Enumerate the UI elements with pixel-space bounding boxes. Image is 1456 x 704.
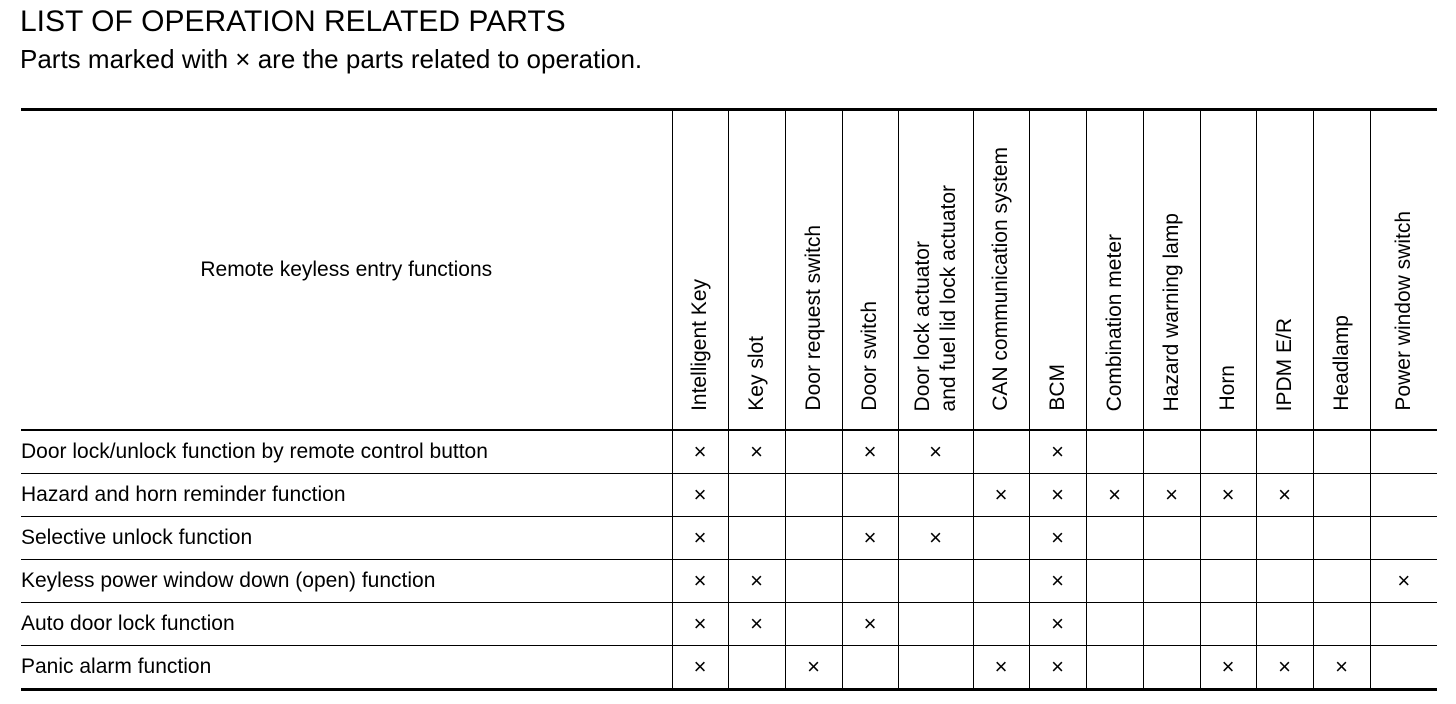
- part-header-label: Door switch: [858, 301, 881, 411]
- mark-cell: [1256, 603, 1313, 646]
- mark-cell: ×: [1029, 430, 1086, 474]
- mark-cell: [1370, 603, 1437, 646]
- mark-cell: [1143, 603, 1200, 646]
- mark-cell: [785, 603, 842, 646]
- part-header: [973, 110, 1029, 431]
- table-row: [21, 646, 1437, 690]
- part-header-label: Hazard warning lamp: [1159, 212, 1183, 411]
- function-name-cell: Door lock/unlock function by remote control button: [21, 430, 672, 474]
- function-name-cell: Panic alarm function: [21, 646, 672, 690]
- mark-cell: [728, 646, 785, 690]
- mark-cell: [785, 517, 842, 560]
- mark-cell: ×: [842, 603, 898, 646]
- page-subtitle: Parts marked with × are the parts related to operation.: [20, 44, 643, 74]
- mark-cell: [973, 560, 1029, 603]
- table-row: [21, 560, 1437, 603]
- part-header: [1200, 110, 1256, 431]
- mark-cell: [728, 474, 785, 517]
- operation-parts-table: [21, 108, 1437, 691]
- mark-cell: ×: [672, 646, 728, 690]
- part-header-label: IPDM E/R: [1272, 317, 1296, 411]
- mark-cell: [785, 430, 842, 474]
- mark-cell: ×: [1086, 474, 1143, 517]
- table-header-row: [21, 110, 1437, 431]
- mark-cell: ×: [1256, 474, 1313, 517]
- mark-cell: [1313, 517, 1370, 560]
- function-name-cell: Hazard and horn reminder function: [21, 474, 672, 517]
- mark-cell: ×: [672, 474, 728, 517]
- part-header-label: Door lock actuator and fuel lid lock actuator: [910, 184, 960, 411]
- part-header: [672, 110, 728, 431]
- mark-cell: [1086, 603, 1143, 646]
- mark-cell: [973, 603, 1029, 646]
- mark-cell: ×: [1029, 474, 1086, 517]
- mark-cell: [1370, 646, 1437, 690]
- mark-cell: [1370, 430, 1437, 474]
- mark-cell: [785, 474, 842, 517]
- part-header-label: CAN communication system: [989, 147, 1012, 411]
- part-header-label: Intelligent Key: [688, 279, 711, 411]
- page-title: LIST OF OPERATION RELATED PARTS: [20, 5, 566, 38]
- function-column-header: Remote keyless entry functions: [21, 110, 672, 431]
- mark-cell: [1086, 517, 1143, 560]
- part-header-label: Horn: [1216, 365, 1239, 411]
- mark-cell: ×: [898, 517, 973, 560]
- mark-cell: [1086, 430, 1143, 474]
- mark-cell: [1143, 560, 1200, 603]
- part-header-label: Key slot: [744, 336, 768, 411]
- mark-cell: ×: [728, 603, 785, 646]
- mark-cell: [1143, 646, 1200, 690]
- mark-cell: [1086, 646, 1143, 690]
- mark-cell: ×: [1313, 646, 1370, 690]
- mark-cell: [1200, 603, 1256, 646]
- mark-cell: [1370, 517, 1437, 560]
- mark-cell: ×: [785, 646, 842, 690]
- mark-cell: ×: [973, 646, 1029, 690]
- part-header: [1086, 110, 1143, 431]
- mark-cell: ×: [1029, 560, 1086, 603]
- table-row: [21, 517, 1437, 560]
- mark-cell: ×: [672, 603, 728, 646]
- part-header: [1370, 110, 1437, 431]
- part-header: [728, 110, 785, 431]
- mark-cell: [973, 430, 1029, 474]
- part-header: [1029, 110, 1086, 431]
- mark-cell: ×: [1143, 474, 1200, 517]
- mark-cell: ×: [1370, 560, 1437, 603]
- table-row: [21, 474, 1437, 517]
- part-header-label: Combination meter: [1102, 233, 1126, 411]
- part-header-label: BCM: [1045, 364, 1069, 411]
- mark-cell: ×: [728, 430, 785, 474]
- part-header-label: Headlamp: [1329, 315, 1353, 411]
- mark-cell: ×: [672, 560, 728, 603]
- mark-cell: ×: [1029, 517, 1086, 560]
- mark-cell: [898, 646, 973, 690]
- mark-cell: ×: [842, 430, 898, 474]
- table-row: [21, 603, 1437, 646]
- mark-cell: [842, 646, 898, 690]
- part-header: [1143, 110, 1200, 431]
- part-header-label: Door request switch: [801, 225, 825, 411]
- mark-cell: [1200, 517, 1256, 560]
- mark-cell: ×: [1029, 603, 1086, 646]
- part-header: [842, 110, 898, 431]
- part-header: [898, 110, 973, 431]
- mark-cell: [842, 560, 898, 603]
- mark-cell: [973, 517, 1029, 560]
- part-header-label: Power window switch: [1391, 211, 1415, 411]
- mark-cell: ×: [842, 517, 898, 560]
- mark-cell: [898, 560, 973, 603]
- mark-cell: ×: [1256, 646, 1313, 690]
- mark-cell: [1370, 474, 1437, 517]
- part-header: [1313, 110, 1370, 431]
- mark-cell: [1200, 560, 1256, 603]
- mark-cell: [1313, 560, 1370, 603]
- mark-cell: [728, 517, 785, 560]
- mark-cell: [1143, 430, 1200, 474]
- mark-cell: [1200, 430, 1256, 474]
- mark-cell: [785, 560, 842, 603]
- mark-cell: [842, 474, 898, 517]
- mark-cell: ×: [1200, 474, 1256, 517]
- mark-cell: ×: [1200, 646, 1256, 690]
- mark-cell: [1313, 603, 1370, 646]
- mark-cell: ×: [728, 560, 785, 603]
- mark-cell: [898, 603, 973, 646]
- mark-cell: ×: [672, 430, 728, 474]
- mark-cell: ×: [898, 430, 973, 474]
- mark-cell: [1313, 430, 1370, 474]
- mark-cell: [1143, 517, 1200, 560]
- part-header: [785, 110, 842, 431]
- function-name-cell: Selective unlock function: [21, 517, 672, 560]
- function-name-cell: Auto door lock function: [21, 603, 672, 646]
- function-name-cell: Keyless power window down (open) function: [21, 560, 672, 603]
- mark-cell: [1086, 560, 1143, 603]
- part-header: [1256, 110, 1313, 431]
- mark-cell: [1256, 430, 1313, 474]
- mark-cell: [1256, 560, 1313, 603]
- mark-cell: [1313, 474, 1370, 517]
- mark-cell: ×: [672, 517, 728, 560]
- mark-cell: ×: [973, 474, 1029, 517]
- mark-cell: [898, 474, 973, 517]
- mark-cell: [1256, 517, 1313, 560]
- mark-cell: ×: [1029, 646, 1086, 690]
- table-row: [21, 430, 1437, 474]
